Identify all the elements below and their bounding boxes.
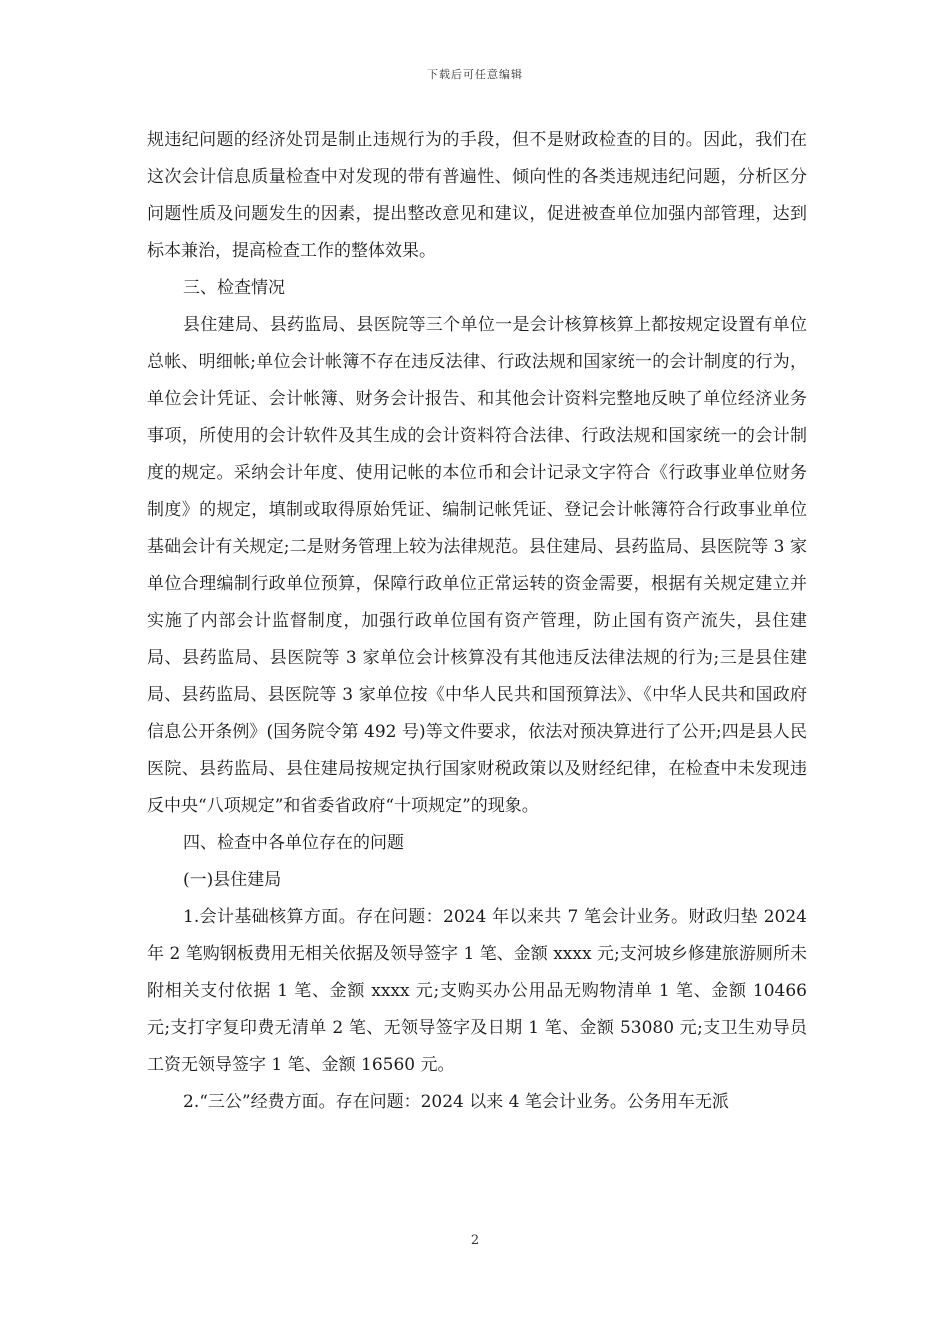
section-heading-problems: 四、检查中各单位存在的问题 (183, 833, 404, 853)
paragraph-continuation: 规违纪问题的经济处罚是制止违规行为的手段，但不是财政检查的目的。因此，我们在这次会计信息质量检查中对发现的带有普遍性、倾向性的各类违规违纪问题，分析区分问题性质及问题发生的因素，提出整改意见和建议，促进被查单位加强内部管理，达到标本兼治，提高检查工作的整体效果。 (147, 130, 807, 261)
page-number: 2 (470, 1233, 480, 1248)
section-heading-inspection-status: 三、检查情况 (183, 278, 285, 298)
paragraph-three-public-expenses: 2.“三公”经费方面。存在问题：2024 以来 4 笔会计业务。公务用车无派 (183, 1092, 729, 1112)
paragraph-accounting-basics: 1.会计基础核算方面。存在问题：2024 年以来共 7 笔会计业务。财政归垫 2024 年 2 笔购钢板费用无相关依据及领导签字 1 笔、金额 xxxx 元;支河坡乡修建旅游厕所未附相关支付依据 1 笔、金额 xxxx 元;支购买办公用品无购物清单 1 笔、金额 10466 元;支打字复印费无清单 2 笔、无领导签字及日期 1 笔、金额 53080 元;支卫生劝导员工资无领导签字 1 笔、金额 16560 元。 (147, 907, 807, 1075)
document-body (147, 122, 807, 1121)
paragraph-inspection-details: 县住建局、县药监局、县医院等三个单位一是会计核算核算上都按规定设置有单位总帐、明细帐;单位会计帐簿不存在违反法律、行政法规和国家统一的会计制度的行为，单位会计凭证、会计帐簿、财务会计报告、和其他会计资料完整地反映了单位经济业务事项，所使用的会计软件及其生成的会计资料符合法律、行政法规和国家统一的会计制度的规定。采纳会计年度、使用记帐的本位币和会计记录文字符合《行政事业单位财务制度》的规定，填制或取得原始凭证、编制记帐凭证、登记会计帐簿符合行政事业单位基础会计有关规定;二是财务管理上较为法律规范。县住建局、县药监局、县医院等 3 家单位合理编制行政单位预算，保障行政单位正常运转的资金需要，根据有关规定建立并实施了内部会计监督制度，加强行政单位国有资产管理，防止国有资产流失，县住建局、县药监局、县医院等 3 家单位会计核算没有其他违反法律法规的行为;三是县住建局、县药监局、县医院等 3 家单位按《中华人民共和国预算法》、《中华人民共和国政府信息公开条例》(国务院令第 492 号)等文件要求，依法对预决算进行了公开;四是县人民医院、县药监局、县住建局按规定执行国家财税政策以及财经纪律，在检查中未发现违反中央“八项规定”和省委省政府“十项规定”的现象。 (147, 315, 807, 816)
subsection-heading-housing-bureau: (一)县住建局 (183, 870, 282, 890)
page-header: 下载后可任意编辑 (427, 68, 523, 81)
